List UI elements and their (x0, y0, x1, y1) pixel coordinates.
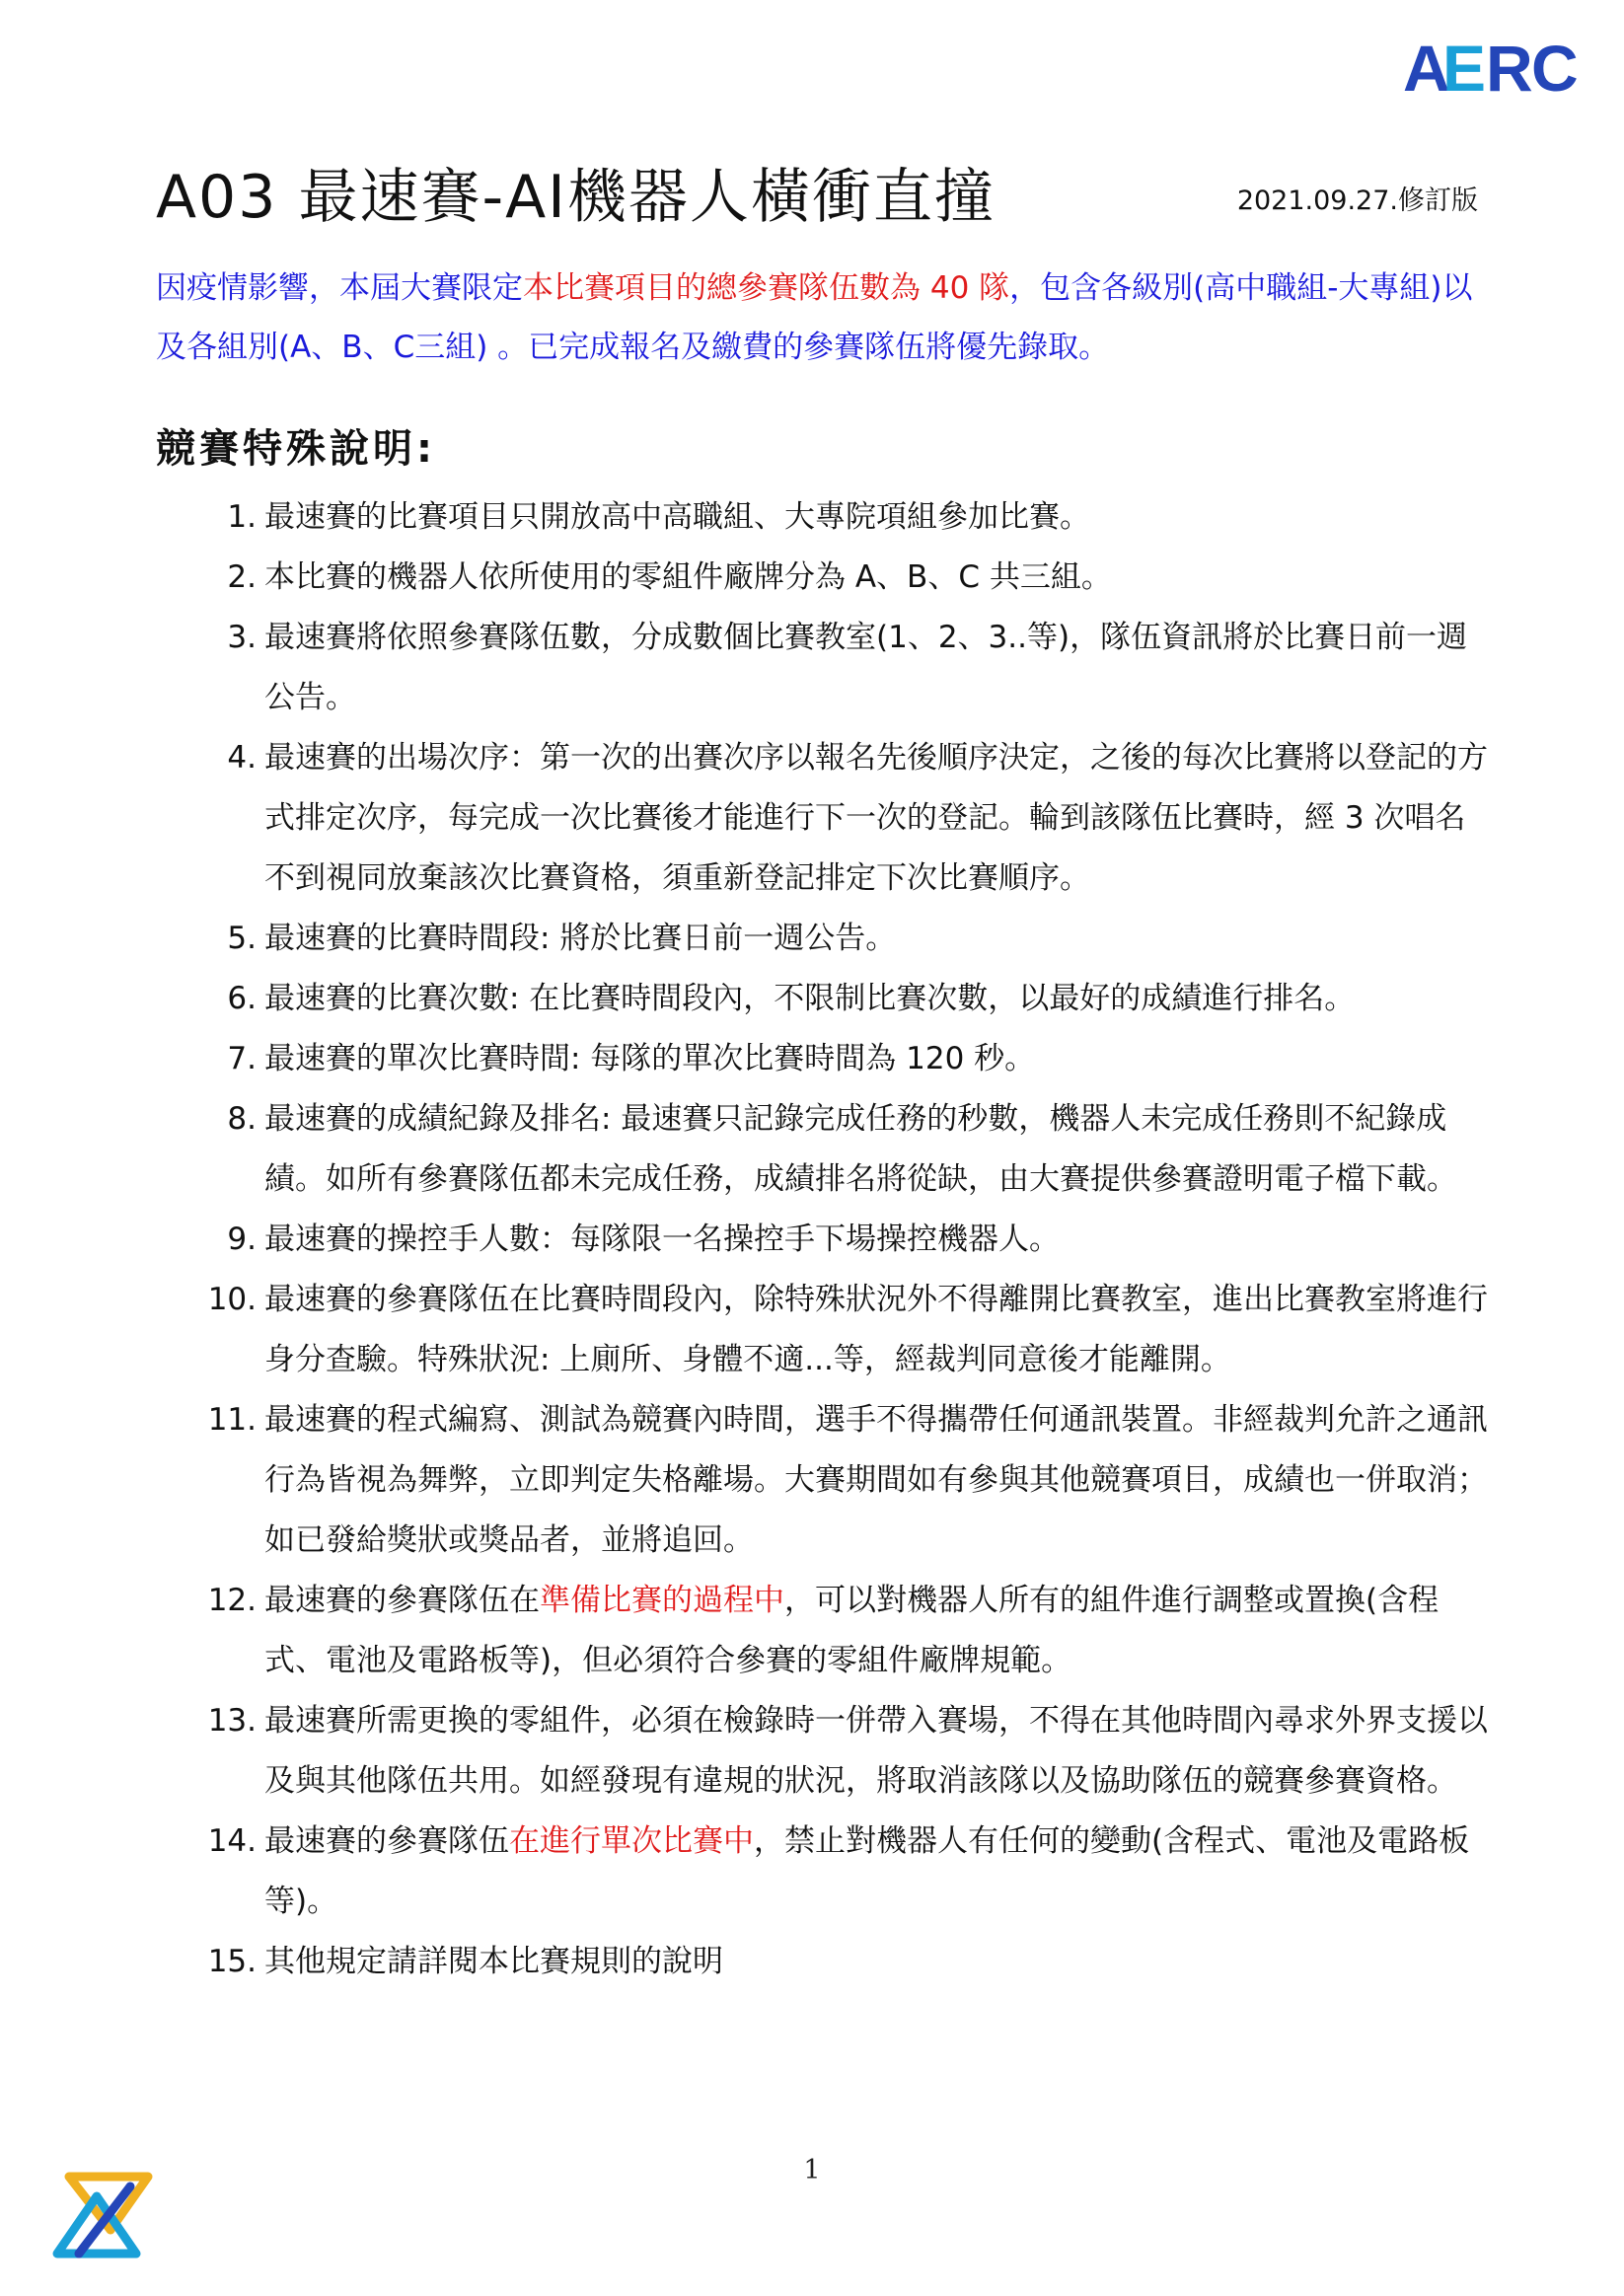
rule-text: 最速賽的成績紀錄及排名: 最速賽只記錄完成任務的秒數，機器人未完成任務則不紀錄成績。如所有參賽隊伍都未完成任務，成績排名將從缺，由大賽提供參賽證明電子檔下載。 (264, 1101, 1457, 1197)
revision-date: 2021.09.27.修訂版 (1236, 185, 1478, 216)
rule-text: 最速賽的參賽隊伍在比賽時間段內，除特殊狀況外不得離開比賽教室，進出比賽教室將進行身分查驗。特殊狀況: 上廁所、身體不適...等，經裁判同意後才能離開。 (264, 1282, 1488, 1377)
rule-text: 最速賽的操控手人數：每隊限一名操控手下場操控機器人。 (264, 1222, 1060, 1257)
section-heading: 競賽特殊說明: (156, 426, 436, 472)
rule-item (156, 1390, 1488, 1571)
rule-text: 最速賽將依照參賽隊伍數，分成數個比賽教室(1、2、3..等)，隊伍資訊將於比賽日前一週公告。 (264, 620, 1468, 715)
rule-number: 13. (207, 1703, 257, 1739)
rule-item (156, 1270, 1488, 1390)
rule-text: 最速賽所需更換的零組件，必須在檢錄時一併帶入賽場，不得在其他時間內尋求外界支援以及與其他隊伍共用。如經發現有違規的狀況，將取消該隊以及協助隊伍的競賽參賽資格。 (264, 1703, 1488, 1799)
rule-item (156, 1691, 1488, 1812)
rules-list (156, 487, 1488, 1992)
rule-number: 15. (207, 1944, 257, 1979)
rule-item (156, 1210, 1488, 1270)
svg-text:C: C (1531, 32, 1579, 101)
notice-highlight: 本比賽項目的總參賽隊伍數為 40 隊 (523, 270, 1010, 306)
rule-text: 最速賽的比賽時間段: 將於比賽日前一週公告。 (264, 921, 897, 956)
rule-text: 本比賽的機器人依所使用的零組件廠牌分為 A、B、C 共三組。 (264, 559, 1112, 595)
notice-text-before: 因疫情影響，本屆大賽限定 (156, 270, 523, 306)
svg-text:A: A (1403, 32, 1447, 101)
rule-item (156, 969, 1488, 1029)
rule-number: 12. (207, 1583, 257, 1618)
rule-number: 7. (227, 1041, 257, 1076)
rule-number: 9. (227, 1222, 257, 1257)
rule-item (156, 487, 1488, 548)
rule-item (156, 1029, 1488, 1089)
rule-text-before: 最速賽的參賽隊伍在 (264, 1583, 540, 1618)
rule-text: 最速賽的比賽項目只開放高中高職組、大專院項組參加比賽。 (264, 499, 1090, 535)
rule-number: 10. (207, 1282, 257, 1317)
rule-text-after: ，禁止對機器人有任何的變動(含程式、電池及電路板等)。 (264, 1823, 1470, 1919)
rule-item (156, 1089, 1488, 1210)
rule-number: 3. (227, 620, 257, 655)
rule-item (156, 909, 1488, 969)
rule-item (156, 548, 1488, 608)
rule-highlight: 在進行單次比賽中 (509, 1823, 754, 1859)
svg-text:E: E (1442, 32, 1484, 101)
rule-number: 14. (207, 1823, 257, 1859)
rule-text: 最速賽的比賽次數: 在比賽時間段內，不限制比賽次數，以最好的成績進行排名。 (264, 981, 1356, 1016)
rule-text-after: ，可以對機器人所有的組件進行調整或置換(含程式、電池及電路板等)，但必須符合參賽的零組件廠牌規範。 (264, 1583, 1439, 1678)
rule-number: 1. (227, 499, 257, 535)
rule-highlight: 準備比賽的過程中 (540, 1583, 784, 1618)
rule-number: 2. (227, 559, 257, 595)
rule-number: 5. (227, 921, 257, 956)
rule-text: 最速賽的出場次序：第一次的出賽次序以報名先後順序決定，之後的每次比賽將以登記的方式排定次序，每完成一次比賽後才能進行下一次的登記。輪到該隊伍比賽時，經 3 次唱名不到視同放棄該次比賽資格，須重新登記排定下次比賽順序。 (264, 740, 1488, 896)
rule-number: 4. (227, 740, 257, 776)
rule-item (156, 608, 1488, 728)
aerc-logo (1401, 30, 1588, 101)
rule-item (156, 1571, 1488, 1691)
rule-number: 6. (227, 981, 257, 1016)
page-number: 1 (803, 2155, 821, 2185)
rule-text: 其他規定請詳閱本比賽規則的說明 (264, 1944, 723, 1979)
covid-notice (156, 259, 1478, 377)
rule-number: 8. (227, 1101, 257, 1137)
rule-item (156, 1812, 1488, 1932)
svg-text:R: R (1486, 32, 1530, 101)
rule-item (156, 1932, 1488, 1992)
rule-number: 11. (207, 1402, 257, 1438)
title-row (156, 158, 1478, 237)
rule-text: 最速賽的單次比賽時間: 每隊的單次比賽時間為 120 秒。 (264, 1041, 1036, 1076)
triangle-logo-icon (49, 2171, 158, 2259)
rule-text-before: 最速賽的參賽隊伍 (264, 1823, 509, 1859)
rule-text: 最速賽的程式編寫、測試為競賽內時間，選手不得攜帶任何通訊裝置。非經裁判允許之通訊行為皆視為舞弊，立即判定失格離場。大賽期間如有參與其他競賽項目，成績也一併取消；如已發給獎狀或獎品者，並將追回。 (264, 1402, 1488, 1558)
document-title: A03 最速賽-AI機器人橫衝直撞 (156, 163, 996, 232)
notice-text-after: ，包含各級別(高中職組-大專組)以及各組別(A、B、C三組) 。已完成報名及繳費的參賽隊伍將優先錄取。 (156, 270, 1473, 365)
rule-item (156, 728, 1488, 909)
